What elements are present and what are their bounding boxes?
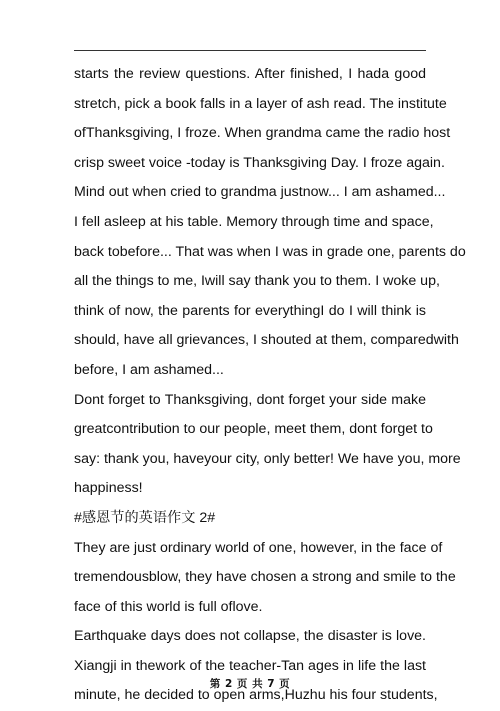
paragraph-1 bbox=[74, 60, 451, 208]
text-line: crisp sweet voice -today is Thanksgiving Day. I froze again. bbox=[74, 154, 445, 171]
text-line: think of now, the parents for everythingI do I will think is bbox=[74, 302, 426, 319]
text-line: say: thank you, haveyour city, only better! We have you, more bbox=[74, 450, 461, 467]
text-line: Mind out when cried to grandma justnow... I am ashamed... bbox=[74, 184, 446, 201]
text-line: tremendousblow, they have chosen a strong and smile to the bbox=[74, 569, 456, 586]
section-heading: #感恩节的英语作文 2# bbox=[74, 509, 216, 526]
text-line: greatcontribution to our people, meet them, dont forget to bbox=[74, 421, 433, 438]
text-line: happiness! bbox=[74, 480, 143, 497]
text-line: before, I am ashamed... bbox=[74, 361, 224, 378]
text-line: stretch, pick a book falls in a layer of ash read. The institute bbox=[74, 95, 447, 112]
text-line: should, have all grievances, I shouted at them, comparedwith bbox=[74, 332, 459, 349]
text-line: I fell asleep at his table. Memory through time and space, bbox=[74, 213, 434, 230]
paragraph-2 bbox=[74, 208, 466, 386]
paragraph-5 bbox=[74, 622, 438, 711]
text-line: all the things to me, Iwill say thank you to them. I woke up, bbox=[74, 273, 440, 290]
text-line: Xiangji in thework of the teacher-Tan ages in life the last bbox=[74, 657, 426, 674]
text-line: ofThanksgiving, I froze. When grandma came the radio host bbox=[74, 125, 451, 142]
text-line: minute, he decided to open arms,Huzhu his four students, bbox=[74, 687, 438, 704]
text-line: Earthquake days does not collapse, the disaster is love. bbox=[74, 628, 426, 645]
body-text bbox=[74, 60, 466, 711]
text-line: Dont forget to Thanksgiving, dont forget your side make bbox=[74, 391, 426, 408]
text-line: back tobefore... That was when I was in grade one, parents do bbox=[74, 243, 466, 260]
text-line: They are just ordinary world of one, however, in the face of bbox=[74, 539, 443, 556]
paragraph-4 bbox=[74, 534, 456, 623]
header-divider bbox=[74, 50, 426, 51]
paragraph-3 bbox=[74, 386, 461, 504]
page-number-footer: 第 2 页 共 7 页 bbox=[209, 678, 291, 690]
text-line: face of this world is full oflove. bbox=[74, 598, 263, 615]
text-line: starts the review questions. After finished, I hada good bbox=[74, 66, 426, 82]
